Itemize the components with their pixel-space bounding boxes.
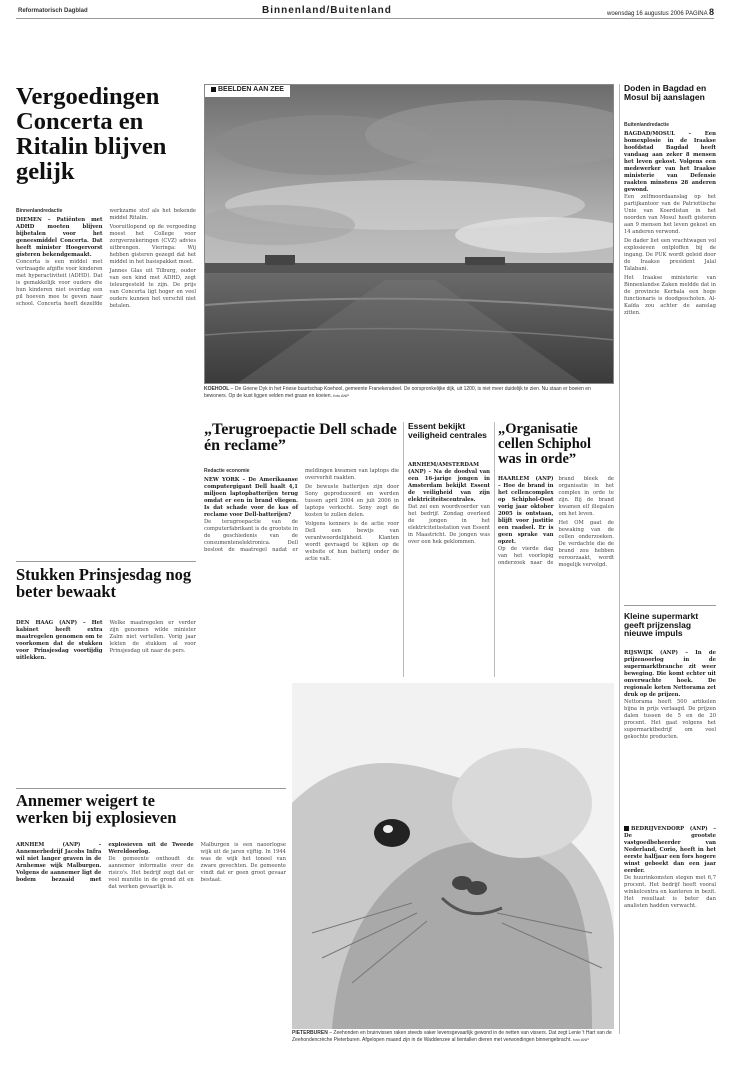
art6-body: [498, 476, 614, 678]
art6-lead: HAARLEM (ANP) – Hoe de brand in het cellencomplex op Schiphol-Oost vorig jaar oktober 2005 is ontstaan, blijft voor justitie een raadsel. Er is geen sprake van opzet.: [498, 476, 554, 545]
side1-p3: Het Iraakse ministerie van Binnenlandse Zaken meldde dat in de provincie Kerbala een hoge functionaris is doodgeschoten. Al-Kaïda zou achter de aanslag zitten.: [624, 275, 716, 316]
side1-lead: BAGDAD/MOSUL – Een bomexplosie in de Iraakse hoofdstad Bagdad heeft vandaag aan zeker 8 mensen het leven gekost. Volgens een medewerker van het Iraakse ministerie van Defensie raakten minstens 28 anderen gewond.: [624, 131, 716, 193]
side1-rubric: Buitenlandredactie: [624, 122, 670, 128]
art3-p2: Malburgen is een naoorlogse wijk uit de jaren vijftig. In 1944 was de wijk het toneel van zware gevechten. De gemeente vindt dat er geen groot gevaar bestaat.: [200, 842, 286, 883]
art6-p1: Op de vierde dag van het voorlopig onderzoek naar de brand bleek de organisatie in het complex in orde te zijn. Bij de brand kwamen elf illegalen om het leven.: [498, 476, 614, 566]
art4-rubric: Redactie economie: [204, 468, 250, 474]
art2-body: [16, 620, 196, 785]
divider: [16, 788, 286, 789]
header-rule: [16, 18, 714, 19]
art4-p2: De bewuste batterijen zijn door Sony geproduceerd en werden tussen april 2004 en juli 2006 in laptops verkocht. Sony zegt de kosten te zullen delen.: [305, 484, 399, 518]
photo1-caption-text: – De Griene Dyk in het Friese buurtschap Koehool, gemeente Franekeradeel. De oorspronkelijke dijk, uit 1200, is niet meer duidelijk te zien. Nu staan er boeien en bewoners. Op de kust liggen velden met graan en koeien.: [204, 386, 591, 399]
side2-body: [624, 650, 716, 820]
art5-headline: Essent bekijkt veiligheid centrales: [408, 422, 487, 440]
photo1-credit: foto ANP: [333, 392, 350, 398]
photo2-caption-lead: PIETERBUREN: [292, 1030, 328, 1036]
side1-body: [624, 122, 716, 600]
page-number: 8: [708, 7, 714, 17]
side2-p1: Nettorama heeft 500 artikelen bijna in prijs verlaagd. De prijzen dalen tussen de 5 en de 20 procent. Het gaat volgens het supermarktbedrijf om veel gekochte producten.: [624, 699, 716, 740]
side1-headline: Doden in Bagdad en Mosul bij aanslagen: [624, 84, 707, 102]
photo-tag-marker: [211, 87, 216, 92]
section-title: Binnenland/Buitenland: [262, 5, 392, 16]
photo2-credit: foto ANP: [573, 1036, 589, 1042]
art3-body: [16, 842, 286, 1047]
art5-p1: Dat zei een woordvoerder van het bedrijf. Zondag overleed de jongen in het elektriciteitsstation van Essent in Maastricht. De jongen was over een hek geklommen.: [408, 504, 490, 545]
divider: [619, 84, 620, 1034]
art4-header: [204, 422, 399, 462]
art1-p2: Vooruitlopend op de vergoeding moest het College voor zorgverzekeringen (CVZ) advies uitbrengen. Vieringa: Wij hebben gisteren gezegd dat het middel in het basispakket moet.: [109, 224, 196, 265]
art2-header: [16, 567, 196, 619]
art6-headline: „Organisatie cellen Schiphol was in orde”: [498, 422, 592, 467]
art6-p2: Het OM gaat de bewaking van de cellen onderzoeken. De verdachte die de brand zou hebben veroorzaakt, wordt mogelijk vervolgd.: [558, 520, 614, 568]
art4-lead: NEW YORK – De Amerikaanse computergigant Dell haalt 4,1 miljoen laptopbatterijen terug omdat er een in brand vliegen. Is dat schade voor de kas of reclame voor Dell-batterijen?: [204, 477, 298, 518]
art4-body: [204, 468, 399, 678]
paper-name: Reformatorisch Dagblad: [18, 8, 88, 14]
art3-header: [16, 793, 286, 838]
photo-tag: [205, 85, 290, 97]
side3-marker: [624, 826, 629, 831]
art2-headline: Stukken Prinsjesdag nog beter bewaakt: [16, 567, 192, 601]
art1-header: [16, 84, 196, 204]
photo2-caption-text: – Zeehonden en bruinvissen raken steeds vaker levensgevaarlijk gewond in de netten van vissers. Dat zegt Lenie 't Hart van de Zeehondencrèche Pieterburen. Afgelopen maand zijn in de Waddenzee al tientallen dieren met verwondingen binnengebracht.: [292, 1030, 612, 1043]
divider: [16, 561, 196, 562]
divider: [403, 422, 404, 677]
page-label: PAGINA: [685, 11, 708, 17]
art4-p3: Volgens kenners is de actie voor Dell een bewijs van verantwoordelijkheid. Klanten wordt gevraagd te kijken op de website of hun batterij onder de actie valt.: [305, 521, 399, 562]
art2-lead: DEN HAAG (ANP) – Het kabinet heeft extra maatregelen genomen om te voorkomen dat de stukken voor Prinsjesdag voortijdig uitlekken.: [16, 620, 103, 661]
divider: [624, 605, 716, 606]
art2-p1: Welke maatregelen er verder zijn genomen wilde minister Zalm niet vertellen. Vorig jaar lekten de stukken al voor Prinsjesdag uit naar de pers.: [109, 620, 196, 654]
art3-p1: De gemeente onthoudt de aannemer informatie over de risico's. Het bedrijf zegt dat er veel munitie in de grond zit en dat werken gevaarlijk is.: [108, 856, 194, 890]
side3-lead: (ANP) – De grootste vastgoedbeheerder van Nederland, Corio, heeft in het eerste halfjaar een fors hogere winst geboekt dan een jaar eerder.: [624, 826, 716, 874]
date-page: [607, 7, 714, 17]
landscape-image: [205, 85, 614, 384]
art3-lead: ARNHEM (ANP) – Annemerbedrijf Jacobs Infra wil niet langer graven in de Arnhemse wijk Malburgen. Volgens de aannemer ligt de bodem bezaaid met explosieven uit de Tweede Wereldoorlog.: [16, 842, 194, 883]
art1-lead: DIEMEN – Patiënten met ADHD moeten blijven bijbetalen voor het geneesmiddel Concerta. Dat heeft minister Hoogervorst gisteren bekendgemaakt.: [16, 217, 103, 258]
art1-p3: Jannes Glas uit Tilburg, ouder van een kind met ADHD, zegt teleurgesteld te zijn. De prijs van Concerta ligt hoger en veel ouders kunnen het verschil niet betalen.: [109, 268, 196, 309]
date: woensdag 16 augustus 2006: [607, 11, 684, 17]
side2-header: [624, 612, 716, 648]
art1-headline: Vergoedingen Concerta en Ritalin blijven gelijk: [16, 84, 167, 185]
seal-image: [292, 683, 614, 1029]
art1-body: [16, 208, 196, 558]
art3-headline: Annemer weigert te werken bij explosieven: [16, 793, 177, 827]
side2-lead: RIJSWIJK (ANP) – In de prijzenoorlog in de supermarktbranche zit weer beweging. Die komt echter uit onverwachte hoek. De regionale keten Nettorama zet druk op de prijzen.: [624, 650, 716, 698]
art5-header: [408, 422, 490, 458]
photo2-caption: [292, 1030, 614, 1052]
photo1-caption-lead: KOEHOOL: [204, 386, 230, 392]
side1-header: [624, 84, 716, 120]
art5-body: [408, 462, 490, 677]
art1-rubric: Binnenlandredactie: [16, 208, 63, 214]
art5-lead: ARNHEM/AMSTERDAM (ANP) – Na de doodval van een 16-jarige jongen in Amsterdam bekijkt Essent de veiligheid van zijn elektriciteitscentrales.: [408, 462, 490, 503]
side3-body: [624, 826, 716, 1036]
side3-headline: BEDRIJVENDORP: [631, 826, 685, 832]
art6-header: [498, 422, 614, 472]
art4-p1: De terugroepactie van de computerfabrikant is de grootste in de geschiedenis van de consumentenelektronica. Dell besloot de maatregel nadat er meldingen kwamen van laptops die oververhit raakten.: [204, 468, 399, 553]
photo-tag-label: BEELDEN AAN ZEE: [218, 86, 284, 93]
art1-p1: Concerta is een middel met vertraagde afgifte voor kinderen met hyperactiviteit (ADHD). Dat is gemakkelijk voor ouders die hun kinderen niet overdag een pil hoeven mee te geven naar school. Concerta heeft dezelfde werkzame stof als het bekende middel Ritalin.: [16, 208, 196, 307]
side1-p1: Een zelfmoordaanslag op het partijkantoor van de Patriottische Unie van Koerdistan in het noorden van Mosul heeft gisteren aan 9 mensen het leven gekost en 14 anderen verwond.: [624, 194, 716, 235]
side2-headline: Kleine supermarkt geeft prijzenslag nieuwe impuls: [624, 612, 699, 639]
seal-photo: [292, 683, 614, 1029]
landscape-photo: [204, 84, 614, 384]
side3-p1: De huurinkomsten stegen met 6,7 procent. Het bedrijf heeft vooral winkelcentra en kantoren in bezit. Het resultaat is beter dan analisten hadden verwacht.: [624, 875, 716, 909]
divider: [494, 422, 495, 677]
art4-headline: „Terugroepactie Dell schade én reclame”: [204, 422, 397, 455]
photo1-caption: [204, 386, 614, 414]
side1-p2: De dader liet een vrachtwagen vol explosieven ontploffen bij de ingang. De PUK wordt geleid door de Iraakse president Jalal Talabani.: [624, 238, 716, 272]
